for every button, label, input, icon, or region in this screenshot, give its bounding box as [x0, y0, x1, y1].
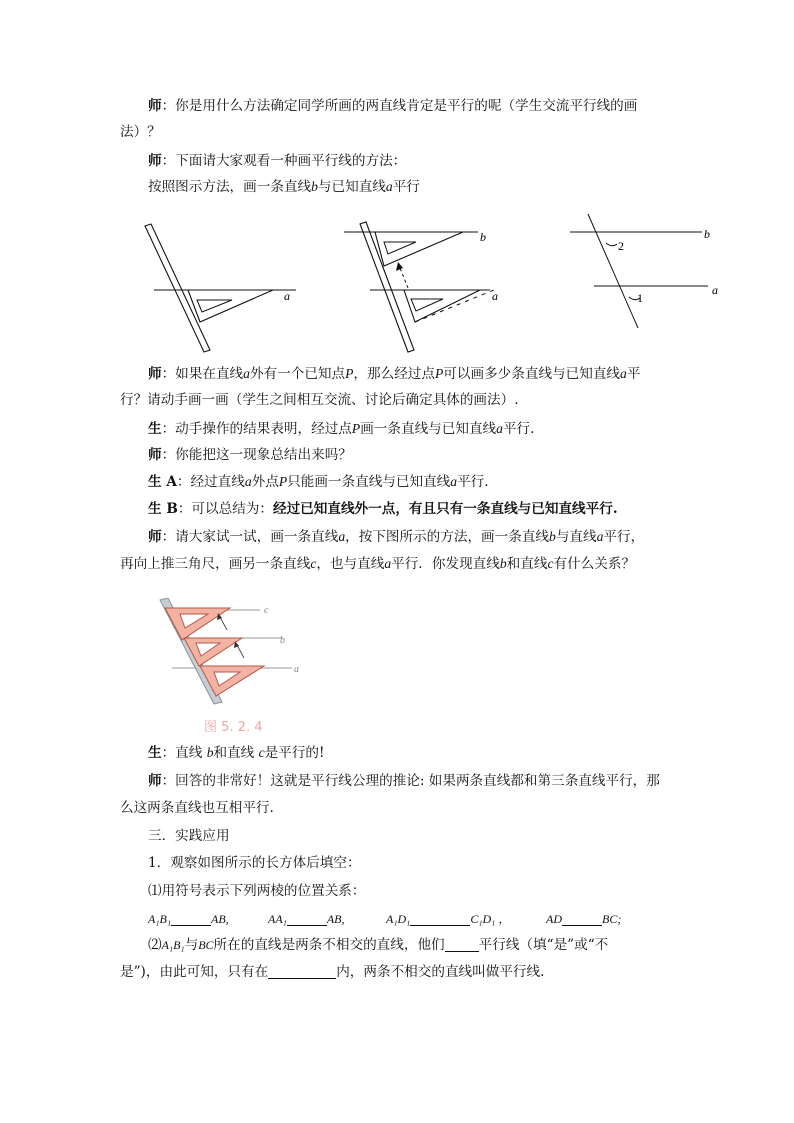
svg-text:b: b [704, 227, 710, 241]
question-1-part-1: ⑴用符号表示下列两棱的位置关系： [148, 883, 366, 899]
paragraph-teacher-3: 师：如果在直线a外有一个已知点P，那么经过点P可以画多少条直线与已知直线a平 [148, 366, 641, 382]
paragraph-teacher-1-cont: 法）？ [120, 124, 161, 140]
answer-blank[interactable] [562, 911, 602, 926]
answer-blank[interactable] [171, 911, 211, 926]
axiom-statement: 经过已知直线外一点，有且只有一条直线与已知直线平行. [272, 501, 618, 517]
relation-4: AD BC; [546, 912, 622, 926]
answer-blank[interactable] [410, 911, 470, 926]
svg-text:a: a [294, 664, 299, 675]
paragraph-teacher-4: 师：你能把这一现象总结出来吗？ [148, 447, 352, 463]
answer-blank[interactable] [268, 964, 336, 979]
question-1: 1．观察如图所示的长方体后填空： [148, 855, 361, 871]
paragraph-instruction: 按照图示方法，画一条直线b与已知直线a平行 [148, 179, 420, 195]
relation-3: A₁D₁ C₁D₁ ， [386, 912, 511, 926]
question-1-part-2-cont: 是”)，由此可知，只有在 内，两条不相交的直线叫做平行线. [120, 964, 545, 980]
question-1-part-2: ⑵A₁B₁与BC所在的直线是两条不相交的直线，他们 平行线（填“是”或“不 [148, 937, 609, 953]
svg-text:a: a [284, 289, 290, 303]
paragraph-student-a: 生 A：经过直线a外点P只能画一条直线与已知直线a平行. [148, 474, 489, 490]
section-heading: 三．实践应用 [148, 828, 230, 844]
paragraph-teacher-2: 师：下面请大家观看一种画平行线的方法： [148, 153, 407, 169]
panel-2 [344, 222, 498, 352]
svg-text:a: a [492, 289, 498, 303]
figure-set-square-sliding [152, 598, 312, 710]
svg-text:2: 2 [618, 239, 624, 253]
relation-1: A₁B₁ AB, [148, 912, 229, 926]
paragraph-student-b: 生 B：可以总结为：经过已知直线外一点，有且只有一条直线与已知直线平行. [148, 501, 618, 517]
svg-text:1: 1 [637, 291, 643, 305]
relation-2: AA₁ AB, [268, 912, 345, 926]
figure-caption: 图 5. 2. 4 [204, 720, 263, 735]
paragraph-teacher-5-cont: 再向上推三角尺，画另一条直线c，也与直线a平行．你发现直线b和直线c有什么关系？ [120, 556, 636, 572]
paragraph-student-1: 生：动手操作的结果表明，经过点P画一条直线与已知直线a平行. [148, 421, 535, 437]
svg-text:a: a [712, 283, 718, 297]
paragraph-student-2: 生：直线 b和直线 c是平行的! [148, 745, 325, 761]
paragraph-teacher-5: 师：请大家试一试，画一条直线a，按下图所示的方法，画一条直线b与直线a平行， [148, 529, 645, 545]
panel-1 [145, 224, 296, 352]
paragraph-teacher-6: 师：回答的非常好！这就是平行线公理的推论: 如果两条直线都和第三条直线平行，那 [148, 773, 660, 789]
paragraph-teacher-3-cont: 行？请动手画一画（学生之间相互交流、讨论后确定具体的画法）. [120, 392, 519, 408]
answer-blank[interactable] [287, 911, 327, 926]
paragraph-teacher-1: 师：你是用什么方法确定同学所画的两直线肯定是平行的呢（学生交流平行线的画 [148, 98, 638, 114]
speaker-label: 师 [148, 98, 162, 114]
paragraph-teacher-6-cont: 么这两条直线也互相平行. [120, 800, 274, 816]
figure-parallel-drawing [118, 208, 738, 358]
panel-3 [570, 214, 718, 328]
svg-text:c: c [264, 605, 269, 616]
svg-text:b: b [480, 230, 486, 244]
svg-text:b: b [280, 635, 285, 646]
answer-blank[interactable] [445, 937, 479, 952]
